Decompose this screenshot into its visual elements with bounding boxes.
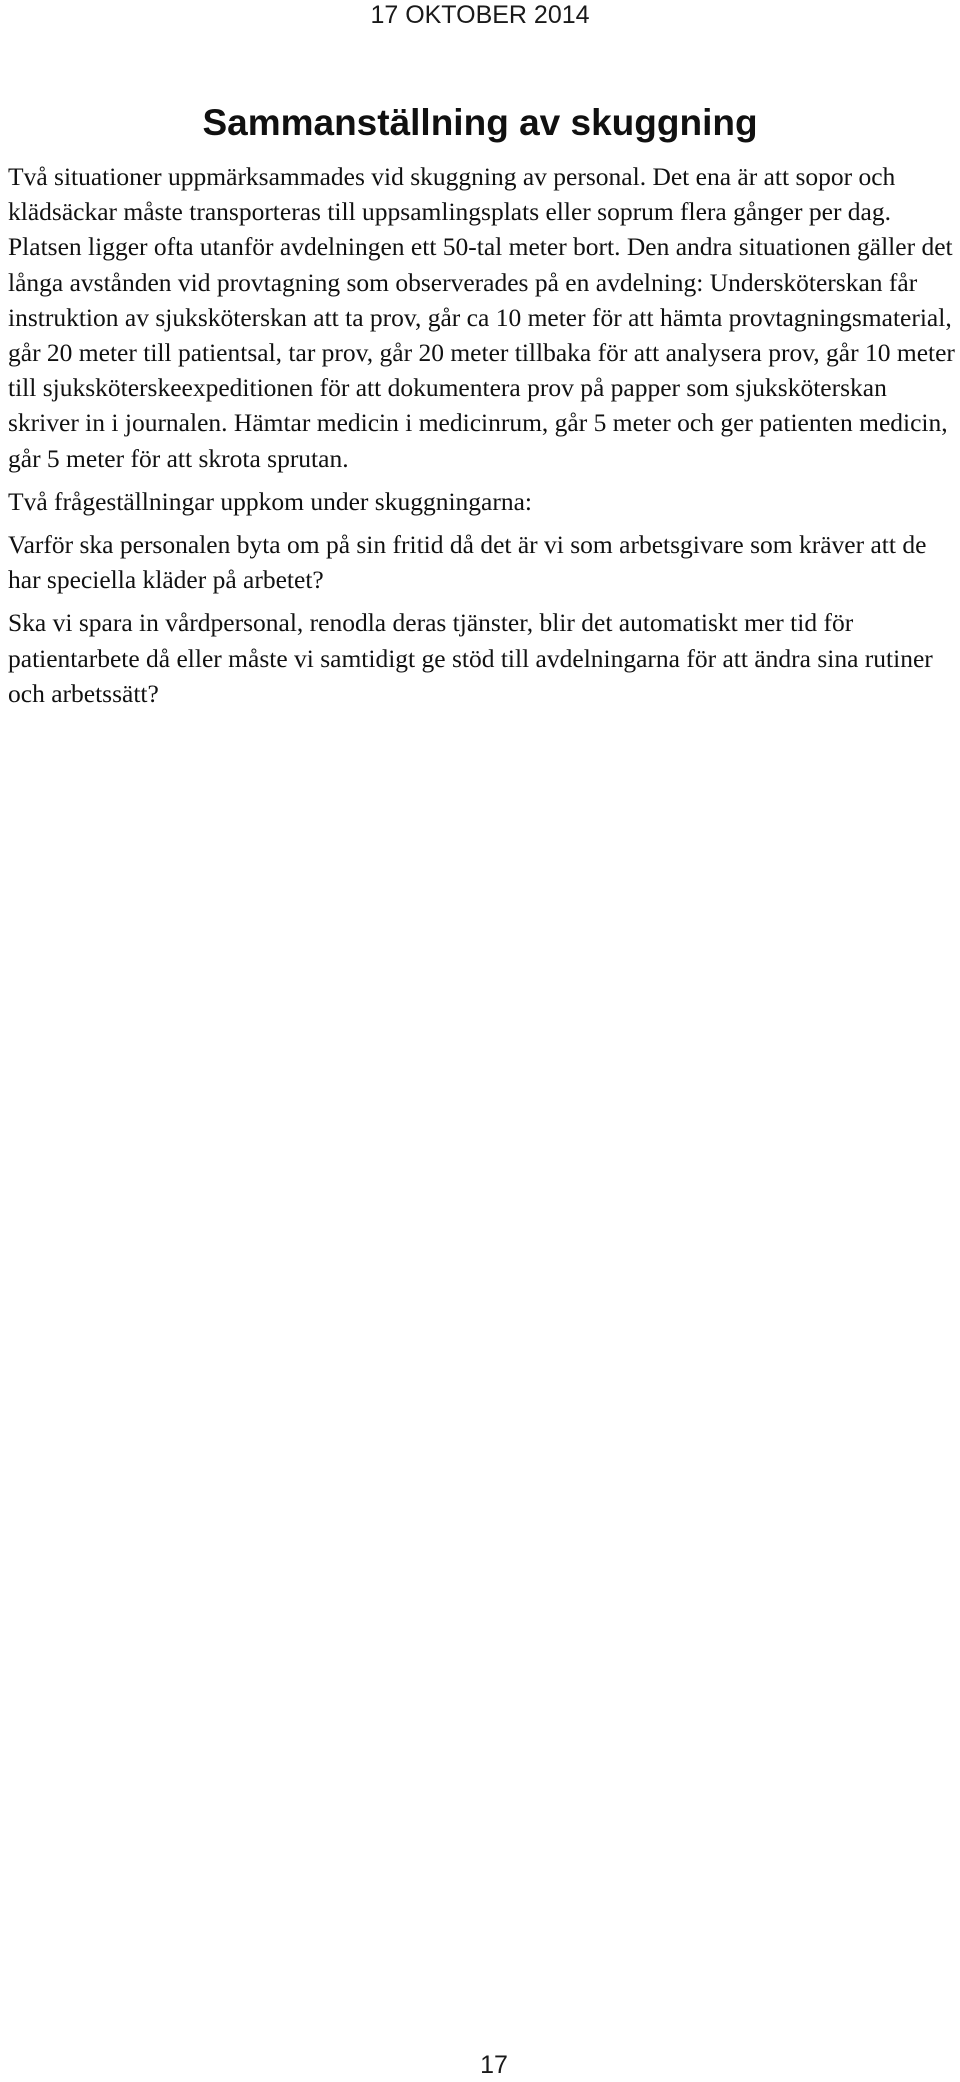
paragraph-questions-intro: Två frågeställningar uppkom under skuggningarna: bbox=[8, 486, 533, 516]
paragraph-question-staffing: Ska vi spara in vårdpersonal, renodla deras tjänster, blir det automatiskt mer tid för patientarbete då eller måste vi samtidigt ge stöd till avdelningarna för att ändra sina rutiner och arbetssätt? bbox=[8, 608, 933, 708]
section-title: Sammanställning av skuggning bbox=[202, 102, 758, 143]
paragraph-shadowing-situations: Två situationer uppmärksammades vid skuggning av personal. Det ena är att sopor och klädsäckar måste transporteras till uppsamlingsplats eller soprum flera gånger per dag. Platsen ligger ofta utanför avdelningen ett 50-tal meter bort. Den andra situationen gäller det långa avstånden vid provtagning som observerades på en avdelning: Undersköterskan får instruktion av sjuksköterskan att ta prov, går ca 10 meter för att hämta provtagningsmaterial, går 20 meter till patientsal, tar prov, går 20 meter tillbaka för att analysera prov, går 10 meter till sjuksköterskeexpeditionen för att dokumentera prov på papper som sjuksköterskan skriver in i journalen. Hämtar medicin i medicinrum, går 5 meter och ger patienten medicin, går 5 meter för att skrota sprutan. bbox=[8, 162, 955, 473]
header-date: 17 OKTOBER 2014 bbox=[370, 1, 590, 29]
body-text bbox=[8, 159, 958, 719]
page-number: 17 bbox=[480, 2051, 508, 2079]
paragraph-question-clothing: Varför ska personalen byta om på sin fritid då det är vi som arbetsgivare som kräver att de har speciella kläder på arbetet? bbox=[8, 530, 927, 595]
